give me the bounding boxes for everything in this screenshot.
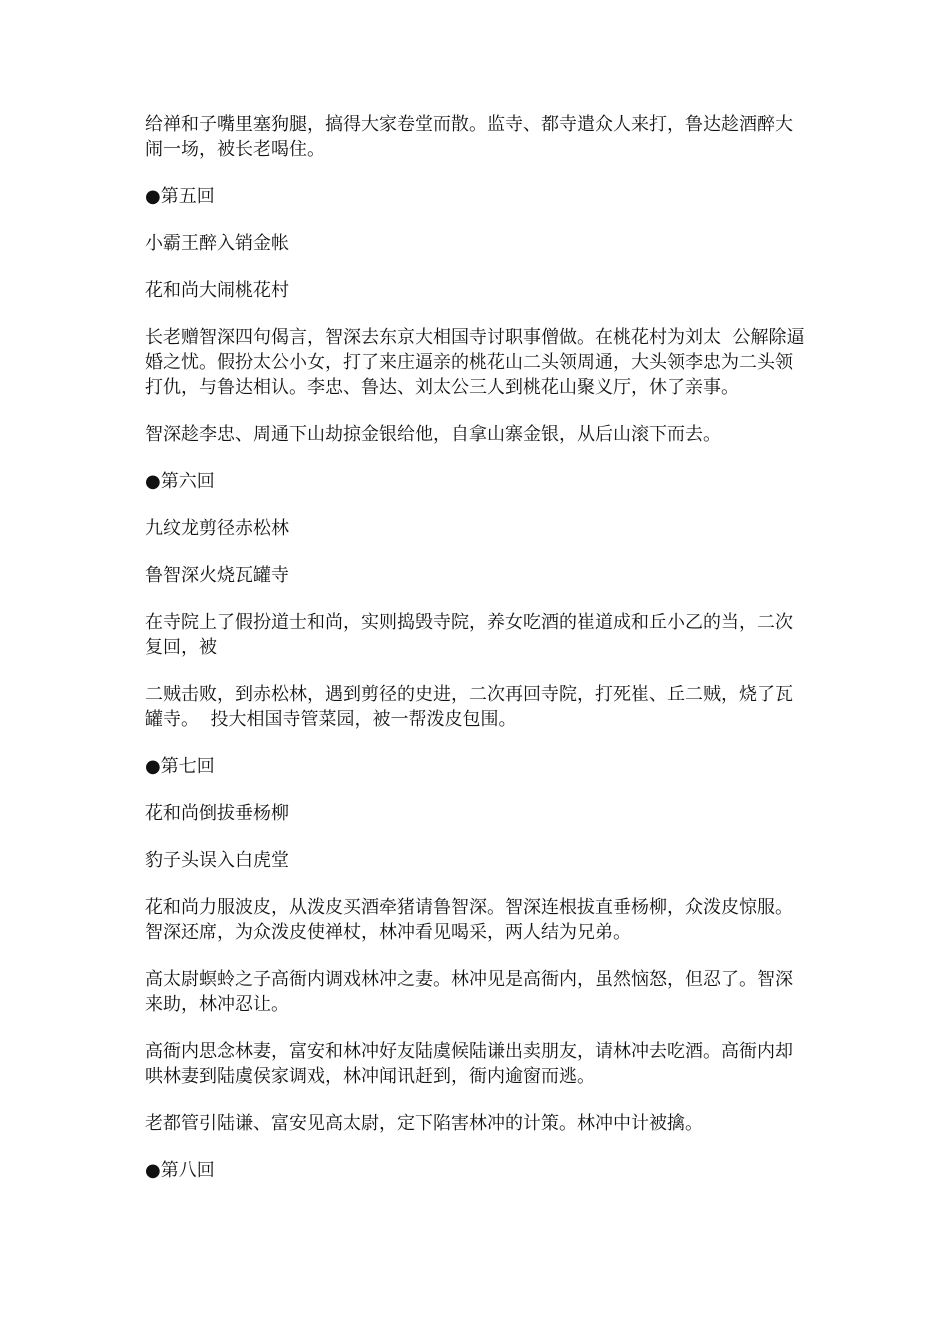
paragraph: 花和尚力服波皮，从泼皮买酒牵猪请鲁智深。智深连根拔直垂杨柳，众泼皮惊服。智深还席，为众泼皮使禅杖，林冲看见喝采，两人结为兄弟。 [145,897,793,943]
paragraph-continuation: 给禅和子嘴里塞狗腿，搞得大家卷堂而散。监寺、都寺遣众人来打，鲁达趁酒醉大闹一场，被长老喝住。 [145,114,793,160]
paragraph: 高太尉螟蛉之子高衙内调戏林冲之妻。林冲见是高衙内，虽然恼怒，但忍了。智深来助，林冲忍让。 [145,969,793,1015]
chapter-heading-8: ●第八回 [145,1160,215,1181]
paragraph: 二贼击败，到赤松林，遇到剪径的史进，二次再回寺院，打死崔、丘二贼，烧了瓦罐寺。 投大相国寺管菜园，被一帮泼皮包围。 [145,684,793,730]
chapter-title-line-1: 小霸王醉入销金帐 [145,233,289,254]
chapter-heading-6: ●第六回 [145,471,215,492]
chapter-heading-7: ●第七回 [145,756,215,777]
paragraph: 智深趁李忠、周通下山劫掠金银给他，自拿山寨金银，从后山滚下而去。 [145,424,721,445]
chapter-title-line-2: 花和尚大闹桃花村 [145,280,289,301]
paragraph: 老都管引陆谦、富安见高太尉，定下陷害林冲的计策。林冲中计被擒。 [145,1113,703,1134]
paragraph: 高衙内思念林妻，富安和林冲好友陆虞候陆谦出卖朋友，请林冲去吃酒。高衙内却哄林妻到陆虞侯家调戏，林冲闻讯赶到，衙内逾窗而逃。 [145,1041,793,1087]
chapter-title-line-2: 豹子头误入白虎堂 [145,850,289,871]
chapter-heading-5: ●第五回 [145,186,215,207]
document-page [145,112,805,1183]
chapter-title-line-1: 花和尚倒拔垂杨柳 [145,803,289,824]
paragraph: 长老赠智深四句偈言，智深去东京大相国寺讨职事僧做。在桃花村为刘太 公解除逼婚之忧。假扮太公小女，打了来庄逼亲的桃花山二头领周通，大头领李忠为二头领打仇，与鲁达相认。李忠、鲁达、刘太公三人到桃花山聚义厅，休了亲事。 [145,327,805,398]
chapter-title-line-2: 鲁智深火烧瓦罐寺 [145,565,289,586]
paragraph: 在寺院上了假扮道士和尚，实则捣毁寺院，养女吃酒的崔道成和丘小乙的当，二次复回，被 [145,612,793,658]
chapter-title-line-1: 九纹龙剪径赤松林 [145,518,289,539]
